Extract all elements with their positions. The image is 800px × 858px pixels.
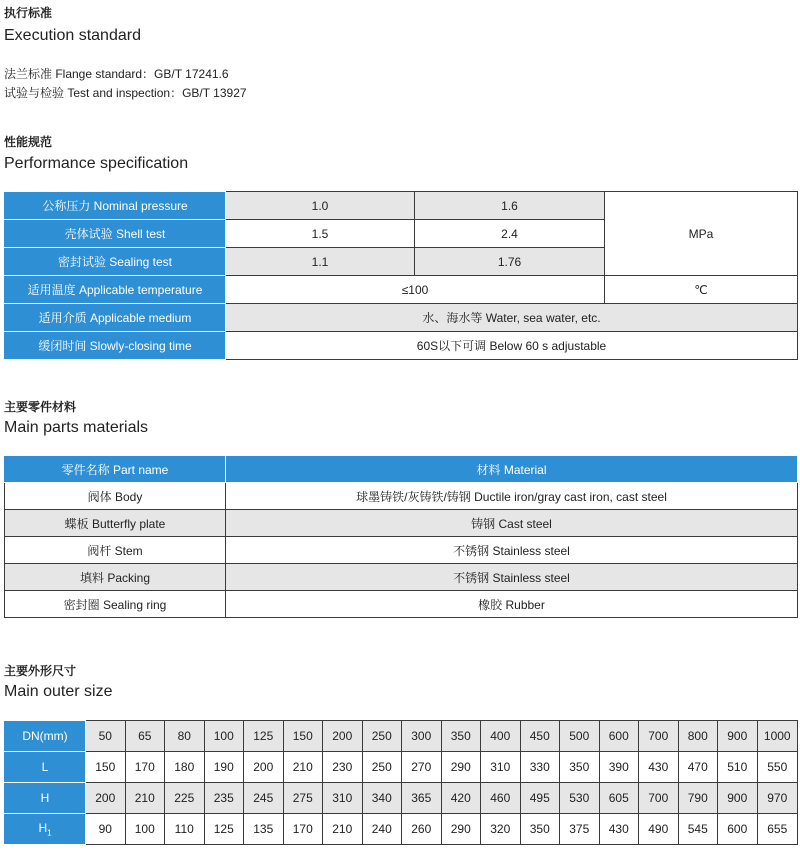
dn-label: DN(mm)	[5, 721, 86, 752]
size-table	[4, 720, 798, 845]
table-header-row	[5, 456, 798, 483]
h1-label	[5, 814, 86, 845]
parts-table	[4, 455, 798, 618]
parts-title-en: Main parts materials	[4, 419, 149, 436]
l-value-cell: 180	[165, 752, 205, 783]
part-name-cell: 阀杆 Stem	[5, 537, 226, 564]
h-value-cell: 495	[520, 783, 560, 814]
l-value-cell: 150	[86, 752, 126, 783]
table-row	[5, 537, 798, 564]
temperature-value: ≤100	[226, 276, 605, 304]
parts-title-cn: 主要零件材料	[4, 400, 77, 414]
dn-value-cell: 900	[718, 721, 758, 752]
execution-title-en: Execution standard	[4, 27, 141, 44]
h-label: H	[5, 783, 86, 814]
h1-row	[5, 814, 798, 845]
l-value-cell: 350	[560, 752, 600, 783]
h-value-cell: 225	[165, 783, 205, 814]
execution-title-cn: 执行标准	[4, 6, 53, 20]
dn-row	[5, 721, 798, 752]
pressure-unit: MPa	[605, 192, 798, 276]
temperature-label: 适用温度 Applicable temperature	[5, 276, 226, 304]
dn-value-cell: 80	[165, 721, 205, 752]
table-row	[5, 591, 798, 618]
l-value-cell: 190	[204, 752, 244, 783]
performance-table	[4, 191, 798, 360]
l-value-cell: 430	[639, 752, 679, 783]
table-row	[5, 510, 798, 537]
h1-value-cell: 90	[86, 814, 126, 845]
flange-standard: 法兰标准 Flange standard：GB/T 17241.6	[4, 67, 229, 81]
dn-value-cell: 600	[599, 721, 639, 752]
h-value-cell: 245	[244, 783, 284, 814]
h-value-cell: 530	[560, 783, 600, 814]
h-value-cell: 365	[402, 783, 442, 814]
performance-title-en: Performance specification	[4, 155, 189, 172]
table-row	[5, 276, 798, 304]
table-row	[5, 192, 798, 220]
h-value-cell: 235	[204, 783, 244, 814]
h-value-cell: 340	[362, 783, 402, 814]
size-title-en: Main outer size	[4, 683, 113, 700]
h1-value-cell: 655	[757, 814, 798, 845]
h1-value-cell: 110	[165, 814, 205, 845]
dn-value-cell: 800	[678, 721, 718, 752]
h1-value-cell: 320	[481, 814, 521, 845]
dn-value-cell: 700	[639, 721, 679, 752]
sealing-test-value: 1.1	[226, 248, 415, 276]
closing-time-value: 60S以下可调 Below 60 s adjustable	[226, 332, 798, 360]
h1-value-cell: 100	[125, 814, 165, 845]
l-value-cell: 170	[125, 752, 165, 783]
table-row	[5, 483, 798, 510]
sealing-test-label: 密封试验 Sealing test	[5, 248, 226, 276]
h1-value-cell: 210	[323, 814, 363, 845]
table-row	[5, 564, 798, 591]
l-value-cell: 250	[362, 752, 402, 783]
performance-title-cn: 性能规范	[4, 135, 53, 149]
l-value-cell: 550	[757, 752, 798, 783]
h-value-cell: 700	[639, 783, 679, 814]
l-value-cell: 310	[481, 752, 521, 783]
l-value-cell: 510	[718, 752, 758, 783]
dn-value-cell: 100	[204, 721, 244, 752]
test-standard: 试验与检验 Test and inspection：GB/T 13927	[4, 86, 247, 100]
part-name-header: 零件名称 Part name	[5, 456, 226, 483]
h-value-cell: 310	[323, 783, 363, 814]
h-value-cell: 605	[599, 783, 639, 814]
h1-value-cell: 430	[599, 814, 639, 845]
h1-value-cell: 350	[520, 814, 560, 845]
h-value-cell: 970	[757, 783, 798, 814]
l-row	[5, 752, 798, 783]
h1-value-cell: 375	[560, 814, 600, 845]
part-name-cell: 填料 Packing	[5, 564, 226, 591]
l-value-cell: 330	[520, 752, 560, 783]
l-value-cell: 230	[323, 752, 363, 783]
dn-value-cell: 125	[244, 721, 284, 752]
material-cell: 橡胶 Rubber	[226, 591, 798, 618]
sealing-test-value: 1.76	[415, 248, 605, 276]
closing-time-label: 缓闭时间 Slowly-closing time	[5, 332, 226, 360]
material-cell: 铸钢 Cast steel	[226, 510, 798, 537]
h1-value-cell: 290	[441, 814, 481, 845]
part-name-cell: 蝶板 Butterfly plate	[5, 510, 226, 537]
nominal-pressure-label: 公称压力 Nominal pressure	[5, 192, 226, 220]
l-label: L	[5, 752, 86, 783]
material-cell: 球墨铸铁/灰铸铁/铸钢 Ductile iron/gray cast iron, cast steel	[226, 483, 798, 510]
dn-value-cell: 200	[323, 721, 363, 752]
l-value-cell: 270	[402, 752, 442, 783]
shell-test-value: 1.5	[226, 220, 415, 248]
h1-value-cell: 240	[362, 814, 402, 845]
table-row	[5, 304, 798, 332]
h1-label-sub: 1	[47, 828, 52, 838]
l-value-cell: 210	[283, 752, 323, 783]
dn-value-cell: 250	[362, 721, 402, 752]
h1-value-cell: 600	[718, 814, 758, 845]
size-title-cn: 主要外形尺寸	[4, 664, 77, 678]
material-cell: 不锈钢 Stainless steel	[226, 537, 798, 564]
nominal-pressure-value: 1.0	[226, 192, 415, 220]
h-value-cell: 210	[125, 783, 165, 814]
h-row	[5, 783, 798, 814]
dn-value-cell: 450	[520, 721, 560, 752]
table-row	[5, 332, 798, 360]
material-cell: 不锈钢 Stainless steel	[226, 564, 798, 591]
h-value-cell: 900	[718, 783, 758, 814]
temperature-unit: ℃	[605, 276, 798, 304]
h-value-cell: 420	[441, 783, 481, 814]
h1-value-cell: 260	[402, 814, 442, 845]
dn-value-cell: 300	[402, 721, 442, 752]
l-value-cell: 200	[244, 752, 284, 783]
h1-value-cell: 545	[678, 814, 718, 845]
nominal-pressure-value: 1.6	[415, 192, 605, 220]
dn-value-cell: 350	[441, 721, 481, 752]
dn-value-cell: 1000	[757, 721, 798, 752]
h1-value-cell: 170	[283, 814, 323, 845]
h-value-cell: 790	[678, 783, 718, 814]
h1-value-cell: 135	[244, 814, 284, 845]
h1-label-main: H	[38, 820, 48, 835]
h-value-cell: 275	[283, 783, 323, 814]
l-value-cell: 290	[441, 752, 481, 783]
dn-value-cell: 50	[86, 721, 126, 752]
dn-value-cell: 65	[125, 721, 165, 752]
shell-test-value: 2.4	[415, 220, 605, 248]
l-value-cell: 390	[599, 752, 639, 783]
part-name-cell: 密封圈 Sealing ring	[5, 591, 226, 618]
h-value-cell: 200	[86, 783, 126, 814]
h-value-cell: 460	[481, 783, 521, 814]
part-name-cell: 阀体 Body	[5, 483, 226, 510]
dn-value-cell: 400	[481, 721, 521, 752]
dn-value-cell: 150	[283, 721, 323, 752]
medium-label: 适用介质 Applicable medium	[5, 304, 226, 332]
h1-value-cell: 490	[639, 814, 679, 845]
shell-test-label: 壳体试验 Shell test	[5, 220, 226, 248]
h1-value-cell: 125	[204, 814, 244, 845]
l-value-cell: 470	[678, 752, 718, 783]
material-header: 材料 Material	[226, 456, 798, 483]
medium-value: 水、海水等 Water, sea water, etc.	[226, 304, 798, 332]
dn-value-cell: 500	[560, 721, 600, 752]
